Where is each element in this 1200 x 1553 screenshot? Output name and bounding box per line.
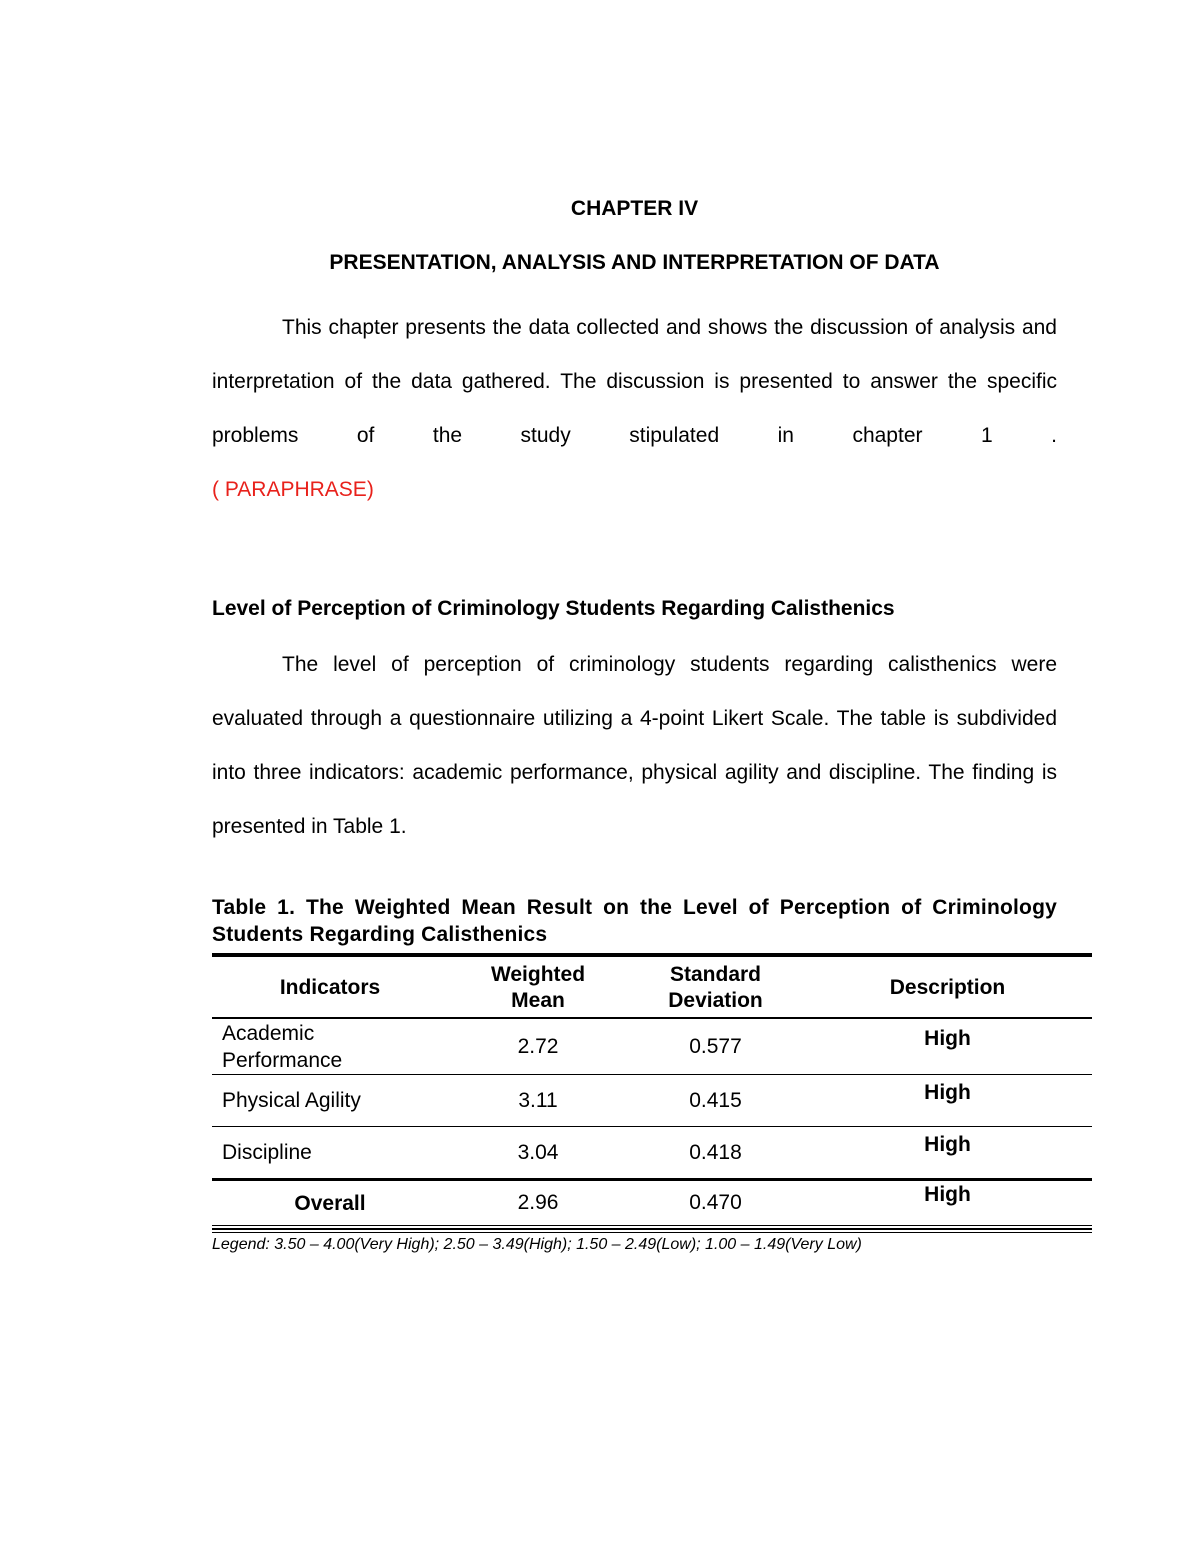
description-value: High (924, 1132, 971, 1156)
page-content (212, 193, 1057, 948)
header-indicators (212, 955, 448, 1018)
mean-cell: 2.72 (448, 1018, 628, 1075)
sd-cell: 0.418 (628, 1127, 803, 1180)
header-description (803, 955, 1092, 1018)
section-paragraph: The level of perception of criminology students regarding calisthenics were evaluated through a questionnaire utilizing a 4-point Likert Scale. The table is subdivided into three indicators: academic performance, physical agility and discipline. The finding is presented in Table 1. (212, 653, 1057, 838)
sd-cell: 0.415 (628, 1075, 803, 1127)
header-weighted-mean (448, 955, 628, 1018)
header-sd-line1: Standard (669, 963, 761, 986)
mean-cell: 3.04 (448, 1127, 628, 1180)
header-sd-line2: Deviation (668, 989, 763, 1012)
chapter-title: PRESENTATION, ANALYSIS AND INTERPRETATION OF DATA (329, 251, 940, 274)
description-value: High (924, 1080, 971, 1104)
table-row (212, 1018, 1092, 1075)
overall-description-value: High (924, 1183, 971, 1206)
table-row (212, 1127, 1092, 1180)
mean-cell: 3.11 (448, 1075, 628, 1127)
overall-label-cell: Overall (212, 1180, 448, 1226)
description-cell (803, 1018, 1092, 1075)
table-row-overall (212, 1180, 1092, 1226)
table-bottom-rule-inner (212, 1232, 1092, 1233)
overall-description-cell (803, 1180, 1092, 1226)
header-indicators-label: Indicators (279, 976, 381, 999)
indicator-cell: Physical Agility (212, 1075, 448, 1127)
table-row (212, 1075, 1092, 1127)
description-cell (803, 1075, 1092, 1127)
header-mean-line1: Weighted (490, 963, 586, 986)
overall-mean-cell: 2.96 (448, 1180, 628, 1226)
section-heading: Level of Perception of Criminology Students Regarding Calisthenics (212, 597, 895, 620)
header-standard-deviation (628, 955, 803, 1018)
results-table-container (212, 953, 1092, 1255)
indicator-line2: Performance (222, 1048, 343, 1072)
overall-sd-cell: 0.470 (628, 1180, 803, 1226)
table-header-row (212, 955, 1092, 1018)
sd-cell: 0.577 (628, 1018, 803, 1075)
paraphrase-note: ( PARAPHRASE) (212, 478, 374, 501)
indicator-line1: Academic (222, 1021, 315, 1045)
indicator-cell: Discipline (212, 1127, 448, 1180)
chapter-number: CHAPTER IV (570, 197, 699, 220)
header-description-label: Description (889, 976, 1006, 999)
indicator-cell (212, 1018, 448, 1075)
intro-paragraph: This chapter presents the data collected and shows the discussion of analysis and interpretation of the data gathered. The discussion is presented to answer the specific problems of the study stipulated in chapter 1 . (212, 316, 1057, 447)
description-value: High (924, 1026, 971, 1050)
table-bottom-rule (212, 1228, 1092, 1230)
table-legend: Legend: 3.50 – 4.00(Very High); 2.50 – 3.49(High); 1.50 – 2.49(Low); 1.00 – 1.49(Very Low) (212, 1236, 862, 1253)
table-caption: Table 1. The Weighted Mean Result on the Level of Perception of Criminology Students Regarding Calisthenics (212, 896, 1057, 946)
results-table (212, 953, 1092, 1226)
header-mean-line2: Mean (511, 989, 565, 1012)
description-cell (803, 1127, 1092, 1180)
